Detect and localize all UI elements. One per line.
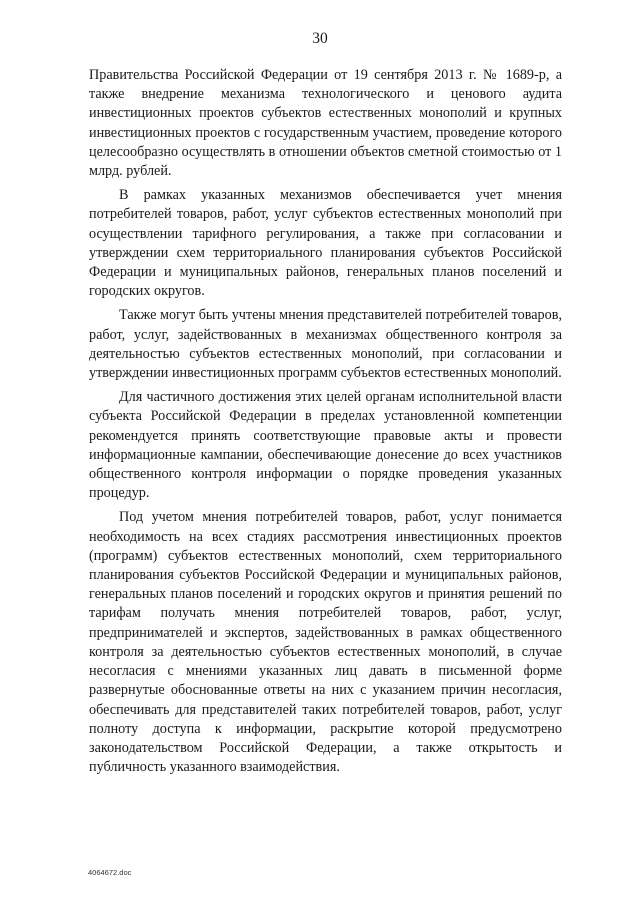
- paragraph: Под учетом мнения потребителей товаров, работ, услуг понимается необходимость на всех стадиях рассмотрения инвестиционных проектов (программ) субъектов естественных монополий, схем территориального планирования субъектов Российской Федерации и муниципальных районов, генеральных планов поселений и городских округов и принятия решений по тарифам получать мнения потребителей товаров, работ, услуг, предпринимателей и экспертов, задействованных в рамках общественного контроля за деятельностью субъектов естественных монополий, в случае несогласия с мнениями указанных лиц давать в письменной форме развернутые обоснованные ответы на них с указанием причин несогласия, обеспечивать для представителей таких потребителей товаров, работ, услуг полноту доступа к информации, раскрытие которой предусмотрено законодательством Российской Федерации, а также открытость и публичность указанного взаимодействия.: [89, 509, 562, 776]
- paragraph: Для частичного достижения этих целей органам исполнительной власти субъекта Российской Федерации в пределах установленной компетенции рекомендуется принять соответствующие правовые акты и провести информационные кампании, обеспечивающие донесение до всех участников общественного контроля информации о порядке проведения указанных процедур.: [89, 389, 562, 502]
- paragraph: В рамках указанных механизмов обеспечивается учет мнения потребителей товаров, работ, услуг субъектов естественных монополий при осуществлении тарифного регулирования, а также при согласовании и утверждении схем территориального планирования субъектов Российской Федерации и муниципальных районов, генеральных планов поселений и городских округов.: [89, 187, 562, 300]
- paragraph-continuation: Правительства Российской Федерации от 19 сентября 2013 г. № 1689-р, а также внедрение механизма технологического и ценового аудита инвестиционных проектов субъектов естественных монополий и крупных инвестиционных проектов с государственным участием, проведение которого целесообразно осуществлять в отношении объектов сметной стоимостью от 1 млрд. рублей.: [89, 67, 562, 180]
- document-body: [89, 66, 562, 782]
- page-number: 30: [312, 30, 328, 47]
- paragraph: Также могут быть учтены мнения представителей потребителей товаров, работ, услуг, задействованных в механизмах общественного контроля за деятельностью субъектов естественных монополий, при согласовании и утверждении инвестиционных программ субъектов естественных монополий.: [89, 307, 562, 382]
- document-file-code: 4064672.doc: [88, 868, 132, 877]
